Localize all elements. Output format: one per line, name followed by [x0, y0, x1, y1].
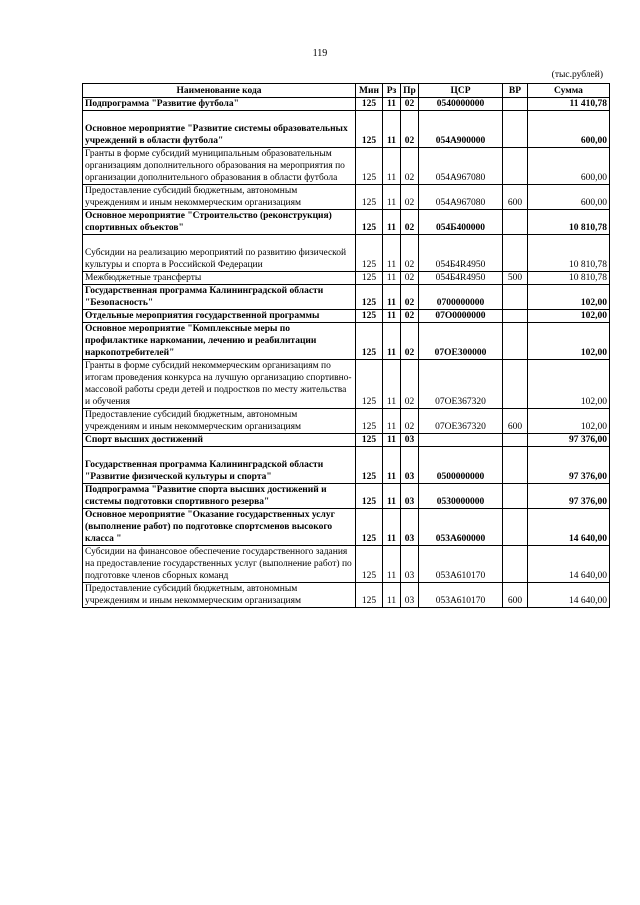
cell-name [83, 210, 356, 235]
cell-rz [383, 583, 401, 608]
cell-vr [503, 409, 528, 434]
cell-min-text: 125 [361, 198, 377, 208]
cell-rz [383, 360, 401, 409]
cell-min-text: 125 [361, 173, 377, 183]
header-rz: Рз [383, 84, 401, 98]
table-body [83, 98, 610, 608]
cell-pr [401, 323, 419, 360]
cell-min-text: 125 [361, 534, 377, 544]
cell-vr [503, 98, 528, 111]
cell-vr-text: 600 [507, 596, 523, 606]
cell-csr [419, 546, 503, 583]
cell-name-text: Подпрограмма "Развитие спорта высших достижений и системы подготовки спортивного резерва" [85, 485, 327, 507]
cell-pr-text: 02 [404, 397, 415, 407]
cell-min [356, 235, 383, 272]
cell-rz [383, 509, 401, 546]
cell-vr [503, 484, 528, 509]
table-row [83, 98, 610, 111]
budget-table [82, 83, 610, 608]
cell-pr [401, 447, 419, 484]
cell-name-text: Подпрограмма "Развитие футбола" [85, 99, 239, 109]
cell-rz-text: 11 [386, 173, 397, 183]
table-row [83, 409, 610, 434]
table-row [83, 185, 610, 210]
cell-rz-text: 11 [387, 298, 396, 308]
cell-csr-text: 053А610170 [435, 596, 486, 606]
cell-min [356, 434, 383, 447]
table-row [83, 148, 610, 185]
cell-csr [419, 583, 503, 608]
cell-vr-text: 600 [507, 422, 523, 432]
cell-csr [419, 484, 503, 509]
cell-name-text: Спорт высших достижений [85, 435, 203, 445]
cell-rz-text: 11 [386, 397, 397, 407]
cell-min [356, 111, 383, 148]
page-number: 119 [312, 48, 328, 59]
cell-sum [528, 272, 610, 285]
cell-csr-text: 053А610170 [435, 571, 486, 581]
cell-min [356, 148, 383, 185]
table-row [83, 484, 610, 509]
cell-min-text: 125 [361, 348, 377, 358]
cell-min [356, 447, 383, 484]
cell-csr [419, 111, 503, 148]
cell-rz [383, 235, 401, 272]
cell-sum [528, 98, 610, 111]
cell-rz-text: 11 [386, 422, 397, 432]
cell-name [83, 235, 356, 272]
cell-pr-text: 03 [404, 571, 415, 581]
cell-name [83, 98, 356, 111]
cell-sum [528, 434, 610, 447]
cell-name-text: Гранты в форме субсидий некоммерческим организациям по итогам проведения конкурса на лучшую организацию спортивно-массовой работы среди детей и подростков по месту жительства и обучения [85, 361, 352, 407]
cell-sum [528, 210, 610, 235]
cell-sum [528, 360, 610, 409]
cell-rz-text: 11 [387, 534, 396, 544]
cell-pr-text: 02 [404, 422, 415, 432]
cell-sum [528, 285, 610, 310]
header-name: Наименование кода [83, 84, 356, 98]
cell-sum-text: 600,00 [580, 198, 607, 208]
cell-csr-text: 054Б400000 [435, 223, 486, 233]
cell-pr-text: 03 [404, 497, 415, 507]
cell-pr-text: 02 [404, 223, 415, 233]
cell-sum [528, 583, 610, 608]
table-row [83, 235, 610, 272]
cell-min [356, 323, 383, 360]
cell-min-text: 125 [361, 311, 377, 321]
cell-name-text: Государственная программа Калининградской области "Безопасность" [85, 286, 324, 308]
header-vr: ВР [503, 84, 528, 98]
cell-name [83, 484, 356, 509]
cell-sum-text: 102,00 [580, 311, 607, 321]
cell-vr [503, 111, 528, 148]
cell-min [356, 409, 383, 434]
cell-vr [503, 360, 528, 409]
header-pr: Пр [401, 84, 419, 98]
cell-rz [383, 447, 401, 484]
cell-name-text: Субсидии на финансовое обеспечение государственного задания на предоставление государственных услуг (выполнение работ) по подготовке членов сборных команд [85, 547, 352, 581]
cell-pr-text: 02 [404, 298, 415, 308]
cell-name-text: Основное мероприятие "Комплексные меры по профилактике наркомании, лечению и реабилитации наркопотребителей" [85, 324, 317, 358]
cell-rz-text: 11 [387, 435, 396, 445]
cell-min [356, 285, 383, 310]
cell-pr [401, 484, 419, 509]
cell-csr [419, 98, 503, 111]
cell-sum [528, 484, 610, 509]
cell-min [356, 185, 383, 210]
cell-sum [528, 509, 610, 546]
cell-min [356, 583, 383, 608]
cell-min-text: 125 [361, 596, 377, 606]
cell-vr [503, 447, 528, 484]
cell-pr-text: 03 [404, 435, 415, 445]
cell-name [83, 111, 356, 148]
cell-rz-text: 11 [386, 260, 397, 270]
cell-sum-text: 97 376,00 [569, 497, 607, 507]
cell-vr-text: 500 [507, 273, 523, 283]
cell-rz-text: 11 [387, 348, 396, 358]
cell-pr [401, 98, 419, 111]
cell-vr [503, 509, 528, 546]
cell-min-text: 125 [361, 571, 377, 581]
cell-name-text: Гранты в форме субсидий муниципальным образовательным организациям дополнительного образования на мероприятия по организации дополнительного образования в области футбола [85, 149, 345, 183]
cell-vr-text: 600 [507, 198, 523, 208]
cell-csr [419, 509, 503, 546]
header-sum: Сумма [528, 84, 610, 98]
table-row [83, 323, 610, 360]
cell-rz [383, 148, 401, 185]
cell-csr-text: 054А967080 [435, 173, 486, 183]
cell-min [356, 546, 383, 583]
cell-sum [528, 409, 610, 434]
cell-rz-text: 11 [387, 497, 396, 507]
cell-vr [503, 310, 528, 323]
cell-vr [503, 185, 528, 210]
cell-min-text: 125 [361, 422, 377, 432]
cell-pr [401, 185, 419, 210]
cell-min-text: 125 [361, 273, 377, 283]
cell-vr [503, 546, 528, 583]
cell-rz-text: 11 [387, 99, 396, 109]
cell-pr [401, 285, 419, 310]
cell-sum-text: 102,00 [580, 422, 607, 432]
cell-pr [401, 310, 419, 323]
cell-min-text: 125 [361, 136, 377, 146]
cell-min-text: 125 [361, 497, 377, 507]
cell-name-text: Предоставление субсидий бюджетным, автономным учреждениям и иным некоммерческим организациям [85, 186, 302, 208]
table-row [83, 434, 610, 447]
cell-rz [383, 546, 401, 583]
cell-pr [401, 235, 419, 272]
cell-vr [503, 272, 528, 285]
cell-sum-text: 102,00 [580, 298, 607, 308]
cell-pr [401, 509, 419, 546]
table-row [83, 447, 610, 484]
cell-pr [401, 546, 419, 583]
cell-vr [503, 148, 528, 185]
cell-csr [419, 235, 503, 272]
table-row [83, 310, 610, 323]
cell-pr [401, 583, 419, 608]
cell-name [83, 185, 356, 210]
table-row [83, 272, 610, 285]
cell-csr [419, 323, 503, 360]
cell-sum-text: 102,00 [580, 348, 607, 358]
cell-name-text: Основное мероприятие "Оказание государственных услуг (выполнение работ) по подготовке спортсменов высокого класса " [85, 510, 335, 544]
cell-pr [401, 148, 419, 185]
cell-rz [383, 323, 401, 360]
cell-csr [419, 185, 503, 210]
cell-csr [419, 272, 503, 285]
cell-sum [528, 235, 610, 272]
cell-name-text: Основное мероприятие "Развитие системы образовательных учреждений в области футбола" [85, 124, 348, 146]
cell-csr-text: 0530000000 [436, 497, 485, 507]
cell-rz [383, 285, 401, 310]
cell-csr-text: 0500000000 [436, 472, 485, 482]
cell-min [356, 210, 383, 235]
cell-sum-text: 14 640,00 [569, 571, 607, 581]
cell-sum [528, 323, 610, 360]
cell-pr-text: 02 [404, 136, 415, 146]
cell-vr [503, 210, 528, 235]
cell-rz-text: 11 [386, 571, 397, 581]
cell-csr-text: 07ОЕ367320 [435, 397, 486, 407]
cell-min-text: 125 [361, 472, 377, 482]
cell-name [83, 148, 356, 185]
table-row [83, 509, 610, 546]
cell-min [356, 272, 383, 285]
cell-rz [383, 210, 401, 235]
cell-pr-text: 03 [404, 534, 415, 544]
cell-sum-text: 10 810,78 [569, 260, 607, 270]
cell-name-text: Межбюджетные трансферты [85, 273, 202, 283]
cell-sum-text: 11 410,78 [569, 99, 607, 109]
cell-vr [503, 235, 528, 272]
cell-min-text: 125 [361, 397, 377, 407]
cell-pr [401, 434, 419, 447]
cell-name [83, 546, 356, 583]
table-row [83, 285, 610, 310]
cell-csr [419, 409, 503, 434]
cell-sum-text: 600,00 [580, 173, 607, 183]
cell-rz [383, 310, 401, 323]
cell-pr [401, 210, 419, 235]
cell-csr-text: 054А967080 [435, 198, 486, 208]
cell-csr [419, 447, 503, 484]
header-csr: ЦСР [419, 84, 503, 98]
cell-sum-text: 102,00 [580, 397, 607, 407]
cell-name-text: Предоставление субсидий бюджетным, автономным учреждениям и иным некоммерческим организациям [85, 410, 302, 432]
cell-pr [401, 272, 419, 285]
table-row [83, 583, 610, 608]
cell-min [356, 484, 383, 509]
cell-rz [383, 111, 401, 148]
cell-csr [419, 210, 503, 235]
cell-name [83, 583, 356, 608]
cell-vr [503, 285, 528, 310]
cell-name-text: Основное мероприятие "Строительство (реконструкция) спортивных объектов" [85, 211, 332, 233]
cell-name-text: Предоставление субсидий бюджетным, автономным учреждениям и иным некоммерческим организациям [85, 584, 302, 606]
cell-sum-text: 97 376,00 [569, 472, 607, 482]
cell-name [83, 323, 356, 360]
cell-min [356, 360, 383, 409]
cell-min [356, 310, 383, 323]
cell-vr [503, 583, 528, 608]
cell-sum [528, 111, 610, 148]
cell-csr-text: 054А900000 [435, 136, 486, 146]
cell-pr-text: 03 [404, 596, 415, 606]
cell-pr [401, 409, 419, 434]
cell-pr-text: 02 [404, 348, 415, 358]
header-min: Мин [356, 84, 383, 98]
cell-name-text: Государственная программа Калининградской области "Развитие физической культуры и спорта" [85, 460, 324, 482]
cell-rz-text: 11 [387, 311, 396, 321]
cell-pr-text: 02 [404, 173, 415, 183]
cell-sum [528, 185, 610, 210]
cell-pr-text: 02 [404, 99, 415, 109]
cell-sum [528, 148, 610, 185]
cell-name [83, 310, 356, 323]
cell-rz-text: 11 [386, 596, 397, 606]
cell-pr-text: 03 [404, 472, 415, 482]
cell-min-text: 125 [361, 435, 377, 445]
cell-sum [528, 546, 610, 583]
cell-sum-text: 14 640,00 [569, 596, 607, 606]
cell-name [83, 434, 356, 447]
table-row [83, 111, 610, 148]
cell-min-text: 125 [361, 99, 377, 109]
cell-pr-text: 02 [404, 260, 415, 270]
cell-csr [419, 360, 503, 409]
cell-rz-text: 11 [386, 198, 397, 208]
cell-rz [383, 185, 401, 210]
cell-rz-text: 11 [387, 136, 396, 146]
cell-name [83, 447, 356, 484]
cell-name [83, 409, 356, 434]
cell-vr [503, 434, 528, 447]
cell-csr-text: 0700000000 [436, 298, 485, 308]
cell-name [83, 360, 356, 409]
cell-rz [383, 409, 401, 434]
cell-min-text: 125 [361, 223, 377, 233]
cell-sum [528, 447, 610, 484]
cell-csr-text: 054Б4R4950 [435, 273, 486, 283]
cell-sum-text: 600,00 [580, 136, 607, 146]
cell-sum-text: 97 376,00 [569, 435, 607, 445]
cell-csr-text: 07ОЕ300000 [434, 348, 487, 358]
cell-name [83, 285, 356, 310]
cell-name [83, 272, 356, 285]
cell-pr [401, 360, 419, 409]
cell-pr-text: 02 [404, 311, 415, 321]
cell-name-text: Субсидии на реализацию мероприятий по развитию физической культуры и спорта в Российской Федерации [85, 248, 347, 270]
cell-csr [419, 285, 503, 310]
table-row [83, 360, 610, 409]
cell-min [356, 98, 383, 111]
table-row [83, 546, 610, 583]
cell-csr-text: 07ОЕ367320 [435, 422, 486, 432]
cell-rz-text: 11 [387, 472, 396, 482]
cell-sum-text: 10 810,78 [569, 273, 607, 283]
cell-name [83, 509, 356, 546]
cell-min-text: 125 [361, 298, 377, 308]
cell-csr [419, 434, 503, 447]
cell-sum-text: 10 810,78 [569, 223, 607, 233]
cell-csr-text: 07О0000000 [435, 311, 486, 321]
cell-rz [383, 434, 401, 447]
cell-rz-text: 11 [387, 223, 396, 233]
cell-sum-text: 14 640,00 [569, 534, 607, 544]
cell-sum [528, 310, 610, 323]
cell-min-text: 125 [361, 260, 377, 270]
cell-csr [419, 310, 503, 323]
cell-rz [383, 484, 401, 509]
cell-pr [401, 111, 419, 148]
table-row [83, 210, 610, 235]
cell-rz [383, 98, 401, 111]
cell-csr-text: 054Б4R4950 [435, 260, 486, 270]
cell-pr-text: 02 [404, 198, 415, 208]
unit-note: (тыс.рублей) [551, 70, 603, 80]
cell-min [356, 509, 383, 546]
cell-csr [419, 148, 503, 185]
cell-rz [383, 272, 401, 285]
table-header-row [83, 84, 610, 98]
cell-rz-text: 11 [386, 273, 397, 283]
cell-csr-text: 0540000000 [436, 99, 485, 109]
cell-name-text: Отдельные мероприятия государственной программы [85, 311, 320, 321]
cell-vr [503, 323, 528, 360]
cell-pr-text: 02 [404, 273, 415, 283]
cell-csr-text: 053А600000 [435, 534, 486, 544]
